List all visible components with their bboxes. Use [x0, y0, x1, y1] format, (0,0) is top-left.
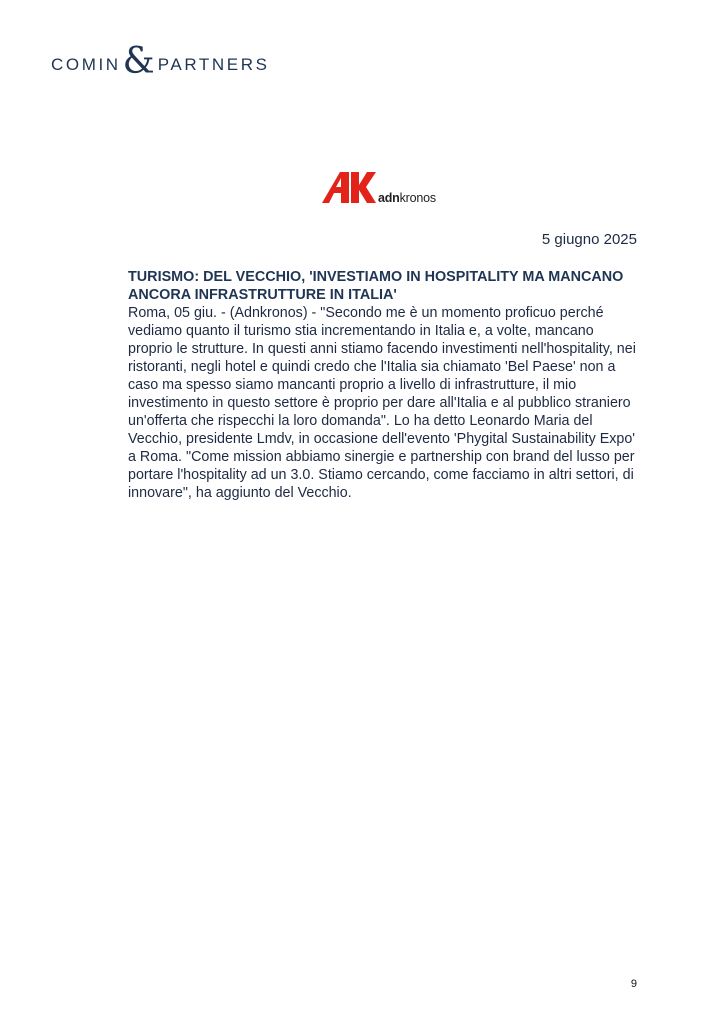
adnkronos-wordmark-regular: kronos	[399, 191, 436, 205]
article-headline: TURISMO: DEL VECCHIO, 'INVESTIAMO IN HOSPITALITY MA MANCANO ANCORA INFRASTRUTTURE IN ITALIA'	[128, 269, 624, 303]
adnkronos-logo-icon	[322, 172, 376, 204]
article	[128, 268, 640, 502]
article-date: 5 giugno 2025	[541, 231, 637, 248]
comin-partners-logo	[51, 41, 270, 82]
adnkronos-wordmark	[378, 191, 436, 205]
adnkronos-logo	[322, 172, 436, 204]
brand-ampersand: &	[122, 41, 155, 82]
adnkronos-wordmark-bold: adn	[378, 191, 400, 205]
article-body: Roma, 05 giu. - (Adnkronos) - "Secondo me è un momento proficuo perché vediamo quanto il turismo stia incrementando in Italia e, a volte, mancano proprio le strutture. In questi anni stiamo facendo investimenti nell'hospitality, nei ristoranti, negli hotel e quindi credo che l'Italia sia chiamato 'Bel Paese' non a caso ma spesso siamo mancanti proprio a livello di infrastrutture, il mio investimento in questo settore è proprio per dare all'Italia e al pubblico straniero un'offerta che rispecchi la loro domanda". Lo ha detto Leonardo Maria del Vecchio, presidente Lmdv, in occasione dell'evento 'Phygital Sustainability Expo' a Roma. "Come mission abbiamo sinergie e partnership con brand del lusso per portare l'hospitality ad un 3.0. Stiamo cercando, come facciamo in altri settori, di innovare", ha aggiunto del Vecchio.	[128, 305, 636, 501]
brand-right-word: PARTNERS	[157, 55, 270, 74]
brand-left-word: COMIN	[51, 55, 121, 74]
page-number: 9	[630, 978, 637, 990]
